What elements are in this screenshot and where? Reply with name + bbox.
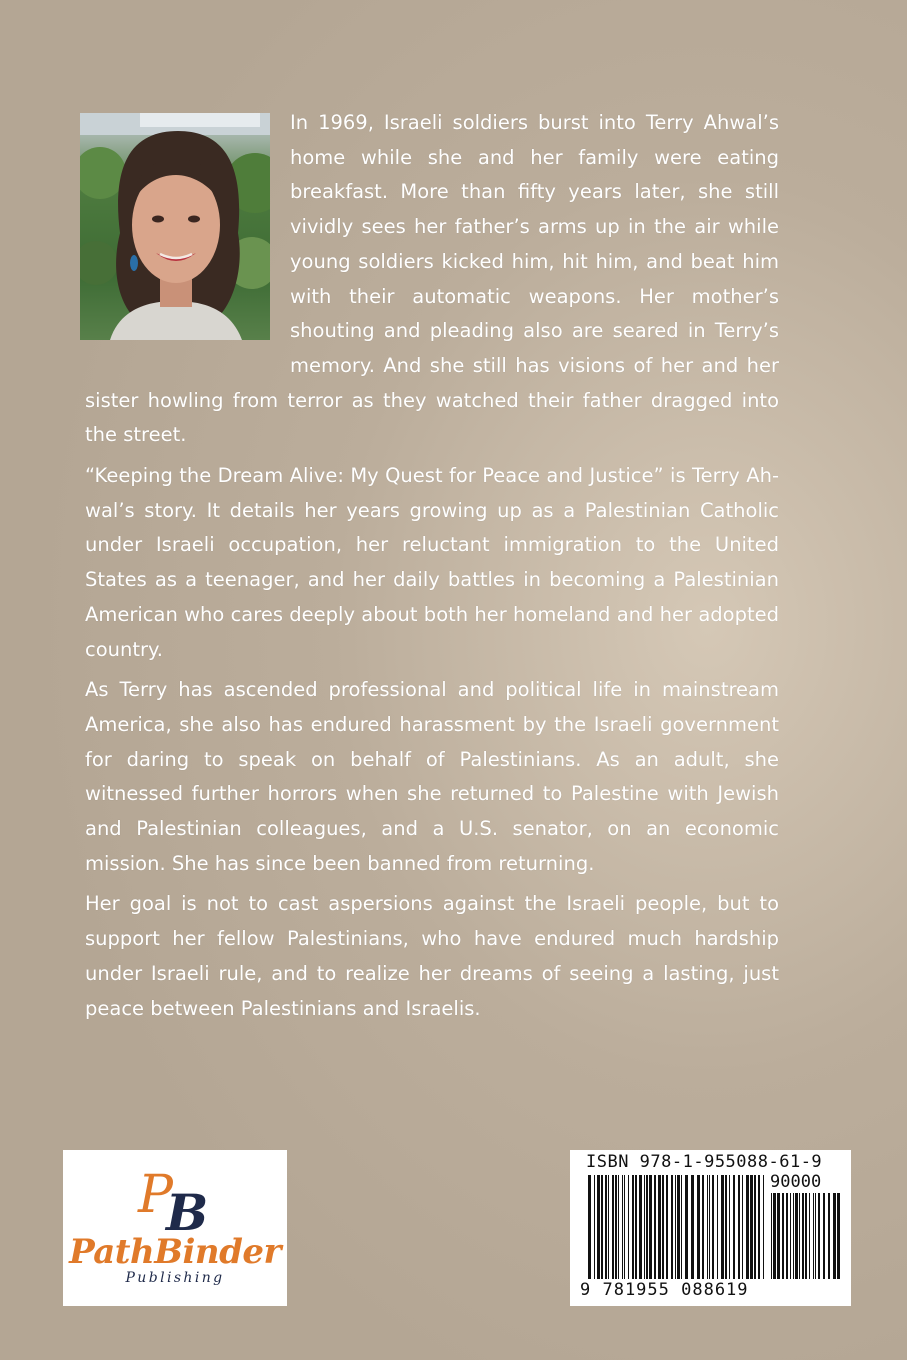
barcode-bar	[777, 1193, 780, 1279]
barcode-bar	[615, 1175, 617, 1279]
barcode-bar	[644, 1175, 645, 1279]
barcode-bar	[833, 1193, 836, 1279]
barcode-bar	[646, 1175, 648, 1279]
barcode-bar	[837, 1193, 840, 1279]
monogram-p: P	[138, 1165, 173, 1225]
barcode-bar	[608, 1175, 609, 1279]
barcode-bar	[662, 1175, 664, 1279]
barcode-bar	[594, 1175, 595, 1279]
barcode-bar	[697, 1175, 700, 1279]
barcode-bar	[799, 1193, 800, 1279]
publisher-subtitle: Publishing	[125, 1270, 225, 1286]
barcode-bar	[717, 1175, 718, 1279]
description-paragraph: As Terry has ascended professional and political life in mainstream America, she also has endured harassment by the Israeli government for daring to speak on behalf of Palestinians. As an adult, she witnessed further horrors when she returned to Palestine with Jewish and Palestinian colleagues, and a U.S. senator, on an economic mission. She has since been banned from returning.	[85, 678, 779, 875]
barcode-bar	[649, 1175, 652, 1279]
barcode-bar	[763, 1175, 764, 1279]
barcode-bar	[658, 1175, 661, 1279]
description-paragraph: In 1969, Israeli soldiers burst into Terry Ahwal’s home while she and her family were eating breakfast. More than fifty years later, she still vividly sees her father’s arms up in the air while young soldiers kicked him, hit him, and beat him with their automatic weapons. Her mother’s shouting and pleading also are seared in Terry’s memory. And she still has visions of her and her sister howling from terror as they watched their father dragged into the street.	[85, 111, 779, 447]
barcode-bar	[675, 1175, 676, 1279]
photo-spacer	[85, 106, 290, 382]
barcode-bar	[605, 1175, 607, 1279]
barcode-bar	[681, 1175, 682, 1279]
barcode-bar	[815, 1193, 816, 1279]
barcode-bar	[771, 1193, 772, 1279]
barcode-bar	[622, 1175, 623, 1279]
barcode-bar	[671, 1175, 673, 1279]
isbn-barcode	[570, 1150, 851, 1306]
pb-monogram-icon	[136, 1164, 216, 1236]
barcode-bar	[729, 1175, 730, 1279]
barcode-bar	[773, 1193, 776, 1279]
book-description	[85, 106, 779, 1032]
barcode-bar	[677, 1175, 680, 1279]
barcode-bar	[721, 1175, 724, 1279]
barcode-bar	[758, 1175, 760, 1279]
barcode-bar	[823, 1193, 825, 1279]
barcode-bar	[702, 1175, 704, 1279]
barcode-bar	[632, 1175, 634, 1279]
addon-barcode-bars	[771, 1193, 841, 1279]
barcode-bar	[750, 1175, 753, 1279]
barcode-bar	[733, 1175, 735, 1279]
barcode-bar	[709, 1175, 710, 1279]
barcode-bar	[793, 1193, 794, 1279]
barcode-bar	[601, 1175, 603, 1279]
barcode-bar	[639, 1175, 642, 1279]
description-paragraph: “Keeping the Dream Alive: My Quest for Peace and Justice” is Terry Ahwal’s story. It details her years growing up as a Palestinian Catholic under Israeli occupation, her reluctant immigration to the United States as a teenager, and her daily battles in becoming a Palestinian American who cares deeply about both her homeland and her adopted country.	[85, 464, 779, 661]
barcode-bar	[597, 1175, 600, 1279]
barcode-bar	[624, 1175, 625, 1279]
barcode-bar	[790, 1193, 791, 1279]
publisher-name: PathBinder	[69, 1232, 281, 1272]
barcode-bar	[742, 1175, 743, 1279]
barcode-bar	[818, 1193, 820, 1279]
barcode-bar	[754, 1175, 756, 1279]
barcode-bar	[707, 1175, 708, 1279]
barcode-bar	[725, 1175, 727, 1279]
barcode-bar	[588, 1175, 591, 1279]
barcode-bar	[738, 1175, 740, 1279]
barcode-bar	[786, 1193, 788, 1279]
barcode-bar	[685, 1175, 688, 1279]
isbn-label: ISBN 978-1-955088-61-9	[586, 1152, 823, 1172]
barcode-bar	[795, 1193, 798, 1279]
barcode-digits: 9 781955 088619	[580, 1280, 749, 1300]
ean-barcode-bars	[588, 1175, 766, 1279]
barcode-bar	[746, 1175, 749, 1279]
barcode-bar	[612, 1175, 614, 1279]
barcode-bar	[712, 1175, 714, 1279]
barcode-bar	[828, 1193, 830, 1279]
barcode-bar	[802, 1193, 804, 1279]
barcode-bar	[654, 1175, 656, 1279]
barcode-bar	[628, 1175, 629, 1279]
barcode-bar	[618, 1175, 619, 1279]
barcode-bar	[635, 1175, 637, 1279]
publisher-logo	[63, 1150, 287, 1306]
barcode-bar	[805, 1193, 807, 1279]
monogram-b: B	[166, 1183, 209, 1236]
price-code: 90000	[770, 1172, 822, 1192]
barcode-bar	[809, 1193, 810, 1279]
barcode-bar	[813, 1193, 814, 1279]
barcode-bar	[691, 1175, 694, 1279]
description-paragraph: Her goal is not to cast aspersions against the Israeli people, but to support her fellow Palestinians, who have endured much hardship under Israeli rule, and to realize her dreams of seeing a lasting, just peace between Palestinians and Israelis.	[85, 892, 779, 1020]
barcode-bar	[782, 1193, 784, 1279]
barcode-bar	[666, 1175, 668, 1279]
